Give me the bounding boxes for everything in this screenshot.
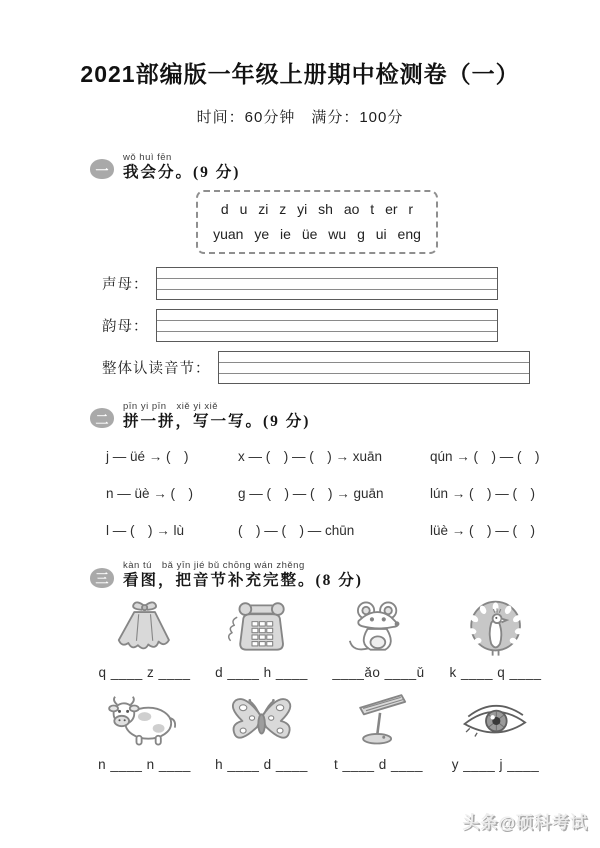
pinyin-exercise-cell: l — ( ) → lù (106, 523, 185, 539)
section-1-badge: 一 (90, 159, 114, 179)
answer-blank-skirt: q ____ z ____ (98, 664, 191, 680)
syllable-row-2: yuan ye ie üe wu g ui eng (213, 225, 421, 242)
eye-illustration (455, 690, 536, 752)
answer-blank-telephone: d ____ h ____ (215, 664, 308, 680)
yunmu-label: 韵母： (102, 319, 149, 336)
desk-lamp-illustration (338, 690, 419, 752)
yunmu-row (102, 309, 548, 342)
section-3-pinyin: kàn tú bǎ yīn jié bǔ chōng wán zhěng (123, 560, 305, 572)
pinyin-exercise-cell: qún → ( ) — ( ) (430, 449, 540, 465)
picture-item-cow (92, 690, 197, 772)
section-3-head (90, 561, 548, 589)
pinyin-exercise-cell: n — üè → ( ) (106, 486, 194, 502)
section-2-pinyin: pīn yi pīn xiě yi xiě (123, 401, 218, 413)
pinyin-exercise-cell: j — üé → ( ) (106, 449, 189, 465)
pinyin-exercise-cell: ( ) — ( ) — chūn (238, 523, 355, 539)
pinyin-exercise-grid (106, 445, 548, 539)
yunmu-writing-grid (156, 309, 498, 342)
exam-title: 2021部编版一年级上册期中检测卷（一） (80, 61, 520, 87)
answer-blank-eye: y ____ j ____ (451, 756, 540, 772)
shengmu-writing-grid (156, 267, 498, 300)
exam-meta: 时间：60分钟 满分：100分 (196, 109, 404, 126)
zhengti-writing-grid (218, 351, 530, 384)
picture-item-butterfly (209, 690, 314, 772)
syllable-box (196, 190, 438, 254)
section-2-spelling (90, 402, 548, 539)
section-2-badge: 二 (90, 408, 114, 428)
answer-blank-desk-lamp: t ____ d ____ (333, 756, 424, 772)
pinyin-exercise-cell: g — ( ) — ( ) → guān (238, 486, 384, 502)
peacock-illustration (455, 598, 536, 660)
picture-item-telephone (209, 598, 314, 680)
zhengti-label: 整体认读音节： (102, 361, 211, 378)
pinyin-exercise-cell: lún → ( ) — ( ) (430, 486, 536, 502)
exam-content (0, 153, 600, 772)
skirt-illustration (104, 598, 185, 660)
answer-blank-peacock: k ____ q ____ (449, 664, 542, 680)
section-1-pinyin: wǒ huì fēn (123, 152, 172, 163)
cow-illustration (104, 690, 185, 752)
answer-blank-butterfly: h ____ d ____ (215, 756, 308, 772)
picture-grid (92, 598, 548, 772)
section-3-title: 看图，把音节补充完整。(8 分) (123, 572, 363, 590)
picture-item-desk-lamp (326, 690, 431, 772)
picture-item-eye (443, 690, 548, 772)
section-1-head (90, 153, 548, 181)
section-1-classify (90, 153, 548, 384)
syllable-row-1: d u zi z yi sh ao t er r (220, 201, 414, 218)
telephone-illustration (221, 598, 302, 660)
pinyin-exercise-cell: x — ( ) — ( ) → xuān (238, 449, 383, 465)
answer-blank-cow: n ____ n ____ (98, 756, 191, 772)
picture-item-peacock (443, 598, 548, 680)
picture-item-skirt (92, 598, 197, 680)
shengmu-label: 声母： (102, 277, 149, 294)
pinyin-exercise-cell: lüè → ( ) — ( ) (430, 523, 536, 539)
shengmu-row (102, 267, 548, 300)
section-1-title: 我会分。(9 分) (123, 163, 241, 181)
section-3-badge: 三 (90, 568, 114, 588)
butterfly-illustration (221, 690, 302, 752)
section-2-head (90, 402, 548, 430)
section-2-title: 拼一拼，写一写。(9 分) (123, 413, 311, 431)
answer-blank-mouse: ____ǎo ____ǔ (332, 664, 425, 680)
mouse-illustration (338, 598, 419, 660)
watermark: 头条@硕科考试 (462, 813, 588, 832)
picture-item-mouse (326, 598, 431, 680)
section-3-pictures (90, 561, 548, 771)
zhengti-row (102, 351, 548, 384)
